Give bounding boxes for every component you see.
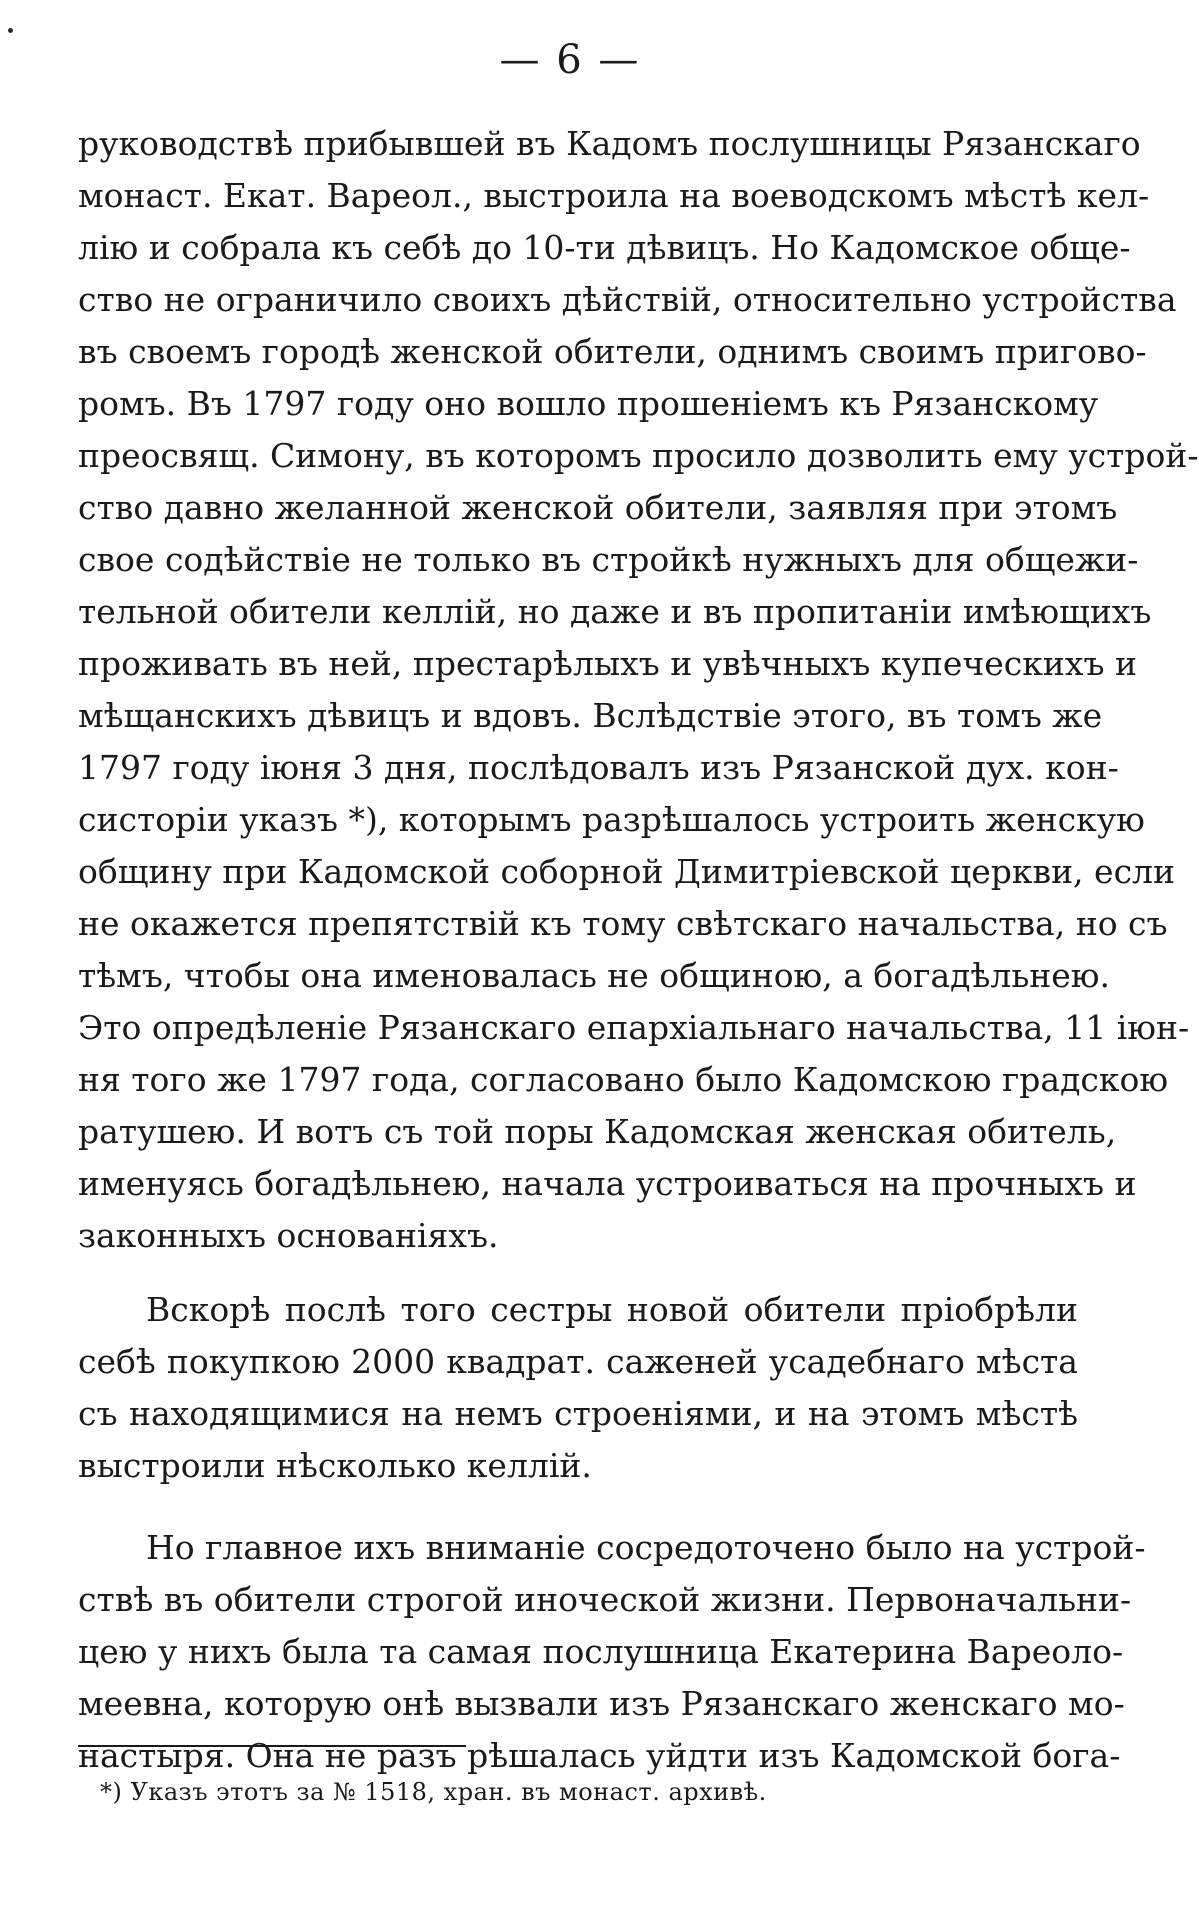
text-line: ство не ограничило своихъ дѣйствій, относительно устройства [78, 280, 1177, 319]
paragraph-gap [78, 1492, 1078, 1522]
text-line: свое содѣйствіе не только въ стройкѣ нужныхъ для общежи- [78, 540, 1139, 579]
text-line: себѣ покупкою 2000 квадрат. саженей усадебнаго мѣста [78, 1342, 1078, 1381]
text-line: систоріи указъ *), которымъ разрѣшалось устроить женскую [78, 800, 1145, 839]
text-line: тельной обители келлій, но даже и въ пропитаніи имѣющихъ [78, 592, 1152, 631]
text-line: Это опредѣленіе Рязанскаго епархіальнаго начальства, 11 іюн- [78, 1008, 1190, 1047]
text-line: проживать въ ней, престарѣлыхъ и увѣчныхъ купеческихъ и [78, 644, 1137, 683]
text-line: выстроили нѣсколько келлій. [78, 1446, 592, 1485]
page-number: — 6 — [499, 37, 641, 83]
paragraph [78, 1522, 1146, 1782]
text-line: ратушею. И вотъ съ той поры Кадомская женская обитель, [78, 1112, 1117, 1151]
text-line: настыря. Она не разъ рѣшалась уйдти изъ Кадомской бога- [78, 1736, 1121, 1775]
footnote: *) Указъ этотъ за № 1518, хран. въ монаст. архивѣ. [100, 1778, 767, 1806]
text-line: ствѣ въ обители строгой иноческой жизни. Первоначальни- [78, 1580, 1132, 1619]
text-line: именуясь богадѣльнею, начала устроиваться на прочныхъ и [78, 1164, 1137, 1203]
paragraph-gap [78, 1262, 1078, 1284]
text-line: преосвящ. Симону, въ которомъ просило дозволить ему устрой- [78, 436, 1199, 475]
footnote-rule [78, 1745, 466, 1747]
text-line: 1797 году іюня 3 дня, послѣдовалъ изъ Рязанской дух. кон- [78, 748, 1119, 787]
print-speck [8, 28, 13, 33]
text-line: ромъ. Въ 1797 году оно вошло прошеніемъ къ Рязанскому [78, 384, 1099, 423]
text-line: съ находящимися на немъ строеніями, и на этомъ мѣстѣ [78, 1394, 1078, 1433]
text-line: общину при Кадомской соборной Димитріевской церкви, если [78, 852, 1176, 891]
text-line: Вскорѣ послѣ того сестры новой обители пріобрѣли [146, 1290, 1078, 1329]
text-line: мѣщанскихъ дѣвицъ и вдовъ. Вслѣдствіе этого, въ томъ же [78, 696, 1103, 735]
text-line: ня того же 1797 года, согласовано было Кадомскою градскою [78, 1060, 1169, 1099]
text-line: тѣмъ, чтобы она именовалась не общиною, а богадѣльнею. [78, 956, 1111, 995]
text-line: руководствѣ прибывшей въ Кадомъ послушницы Рязанскаго [78, 124, 1141, 163]
body-text [78, 118, 1199, 1782]
text-line: въ своемъ городѣ женской обители, однимъ своимъ пригово- [78, 332, 1147, 371]
paragraph [78, 118, 1199, 1262]
text-line: цею у нихъ была та самая послушница Екатерина Вареоло- [78, 1632, 1124, 1671]
text-line: монаст. Екат. Вареол., выстроила на воеводскомъ мѣстѣ кел- [78, 176, 1150, 215]
text-line: меевна, которую онѣ вызвали изъ Рязанскаго женскаго мо- [78, 1684, 1125, 1723]
paragraph [78, 1284, 1078, 1492]
text-line: ство давно желанной женской обители, заявляя при этомъ [78, 488, 1118, 527]
text-line: Но главное ихъ вниманіе сосредоточено было на устрой- [146, 1528, 1146, 1567]
text-line: законныхъ основаніяхъ. [78, 1216, 499, 1255]
text-line: не окажется препятствій къ тому свѣтскаго начальства, но съ [78, 904, 1168, 943]
text-line: лію и собрала къ себѣ до 10-ти дѣвицъ. Но Кадомское обще- [78, 228, 1131, 267]
